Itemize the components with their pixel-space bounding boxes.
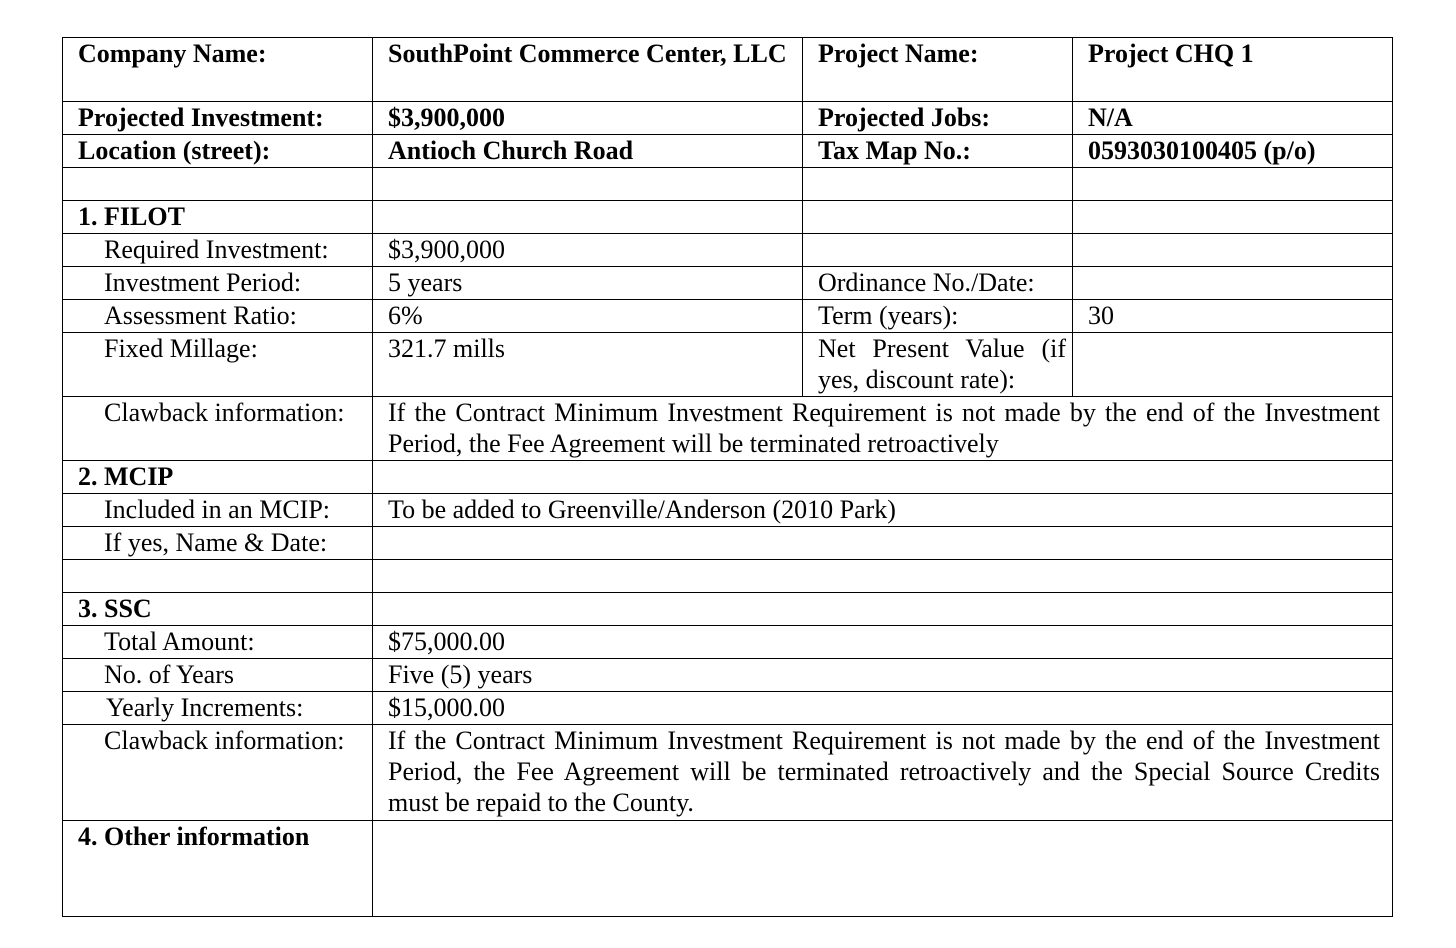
mcip-included-row	[63, 494, 1393, 527]
tax-map-value: 0593030100405 (p/o)	[1073, 135, 1393, 168]
other-info-value	[373, 821, 1393, 917]
mcip-name-date-label: If yes, Name & Date:	[63, 527, 373, 560]
ssc-yearly-row	[63, 692, 1393, 725]
term-value: 30	[1073, 300, 1393, 333]
project-summary-table	[62, 37, 1393, 917]
spacer-row	[63, 168, 1393, 201]
ssc-years-value: Five (5) years	[373, 659, 1393, 692]
ssc-total-label: Total Amount:	[63, 626, 373, 659]
filot-clawback-row	[63, 397, 1393, 461]
projected-investment-value: $3,900,000	[373, 102, 803, 135]
projected-jobs-value: N/A	[1073, 102, 1393, 135]
investment-row	[63, 102, 1393, 135]
empty-cell	[1073, 234, 1393, 267]
location-row	[63, 135, 1393, 168]
empty-cell	[373, 560, 1393, 593]
required-investment-row	[63, 234, 1393, 267]
investment-period-label: Investment Period:	[63, 267, 373, 300]
empty-cell	[1073, 201, 1393, 234]
other-info-heading: 4. Other information	[63, 821, 373, 917]
mcip-included-label: Included in an MCIP:	[63, 494, 373, 527]
ssc-yearly-value: $15,000.00	[373, 692, 1393, 725]
project-name-label: Project Name:	[803, 38, 1073, 102]
mcip-name-date-value	[373, 527, 1393, 560]
company-name-label: Company Name:	[63, 38, 373, 102]
investment-period-row	[63, 267, 1393, 300]
ssc-yearly-label: Yearly Increments:	[63, 692, 373, 725]
net-present-value-label: Net Present Value (if yes, discount rate):	[803, 333, 1073, 397]
empty-cell	[373, 593, 1393, 626]
projected-investment-label: Projected Investment:	[63, 102, 373, 135]
ssc-years-row	[63, 659, 1393, 692]
fixed-millage-label: Fixed Millage:	[63, 333, 373, 397]
ssc-clawback-row	[63, 725, 1393, 821]
assessment-ratio-label: Assessment Ratio:	[63, 300, 373, 333]
fixed-millage-row	[63, 333, 1393, 397]
required-investment-value: $3,900,000	[373, 234, 803, 267]
empty-cell	[803, 168, 1073, 201]
ordinance-value	[1073, 267, 1393, 300]
required-investment-label: Required Investment:	[63, 234, 373, 267]
mcip-included-value: To be added to Greenville/Anderson (2010 Park)	[373, 494, 1393, 527]
ssc-years-label: No. of Years	[63, 659, 373, 692]
filot-heading: 1. FILOT	[63, 201, 373, 234]
mcip-heading-row	[63, 461, 1393, 494]
ssc-total-value: $75,000.00	[373, 626, 1393, 659]
projected-jobs-label: Projected Jobs:	[803, 102, 1073, 135]
net-present-value-value	[1073, 333, 1393, 397]
tax-map-label: Tax Map No.:	[803, 135, 1073, 168]
spacer-row	[63, 560, 1393, 593]
company-name-value: SouthPoint Commerce Center, LLC	[373, 38, 803, 102]
other-info-row	[63, 821, 1393, 917]
ssc-heading-row	[63, 593, 1393, 626]
empty-cell	[63, 560, 373, 593]
assessment-ratio-value: 6%	[373, 300, 803, 333]
filot-clawback-label: Clawback information:	[63, 397, 373, 461]
ssc-total-row	[63, 626, 1393, 659]
empty-cell	[1073, 168, 1393, 201]
empty-cell	[373, 201, 803, 234]
ssc-clawback-value: If the Contract Minimum Investment Requirement is not made by the end of the Investment Period, the Fee Agreement will be terminated retroactively and the Special Source Credits must be repaid to the County.	[373, 725, 1393, 821]
investment-period-value: 5 years	[373, 267, 803, 300]
ssc-clawback-label: Clawback information:	[63, 725, 373, 821]
empty-cell	[373, 461, 1393, 494]
empty-cell	[373, 168, 803, 201]
fixed-millage-value: 321.7 mills	[373, 333, 803, 397]
mcip-name-date-row	[63, 527, 1393, 560]
ssc-heading: 3. SSC	[63, 593, 373, 626]
filot-heading-row	[63, 201, 1393, 234]
filot-clawback-value: If the Contract Minimum Investment Requirement is not made by the end of the Investment Period, the Fee Agreement will be terminated retroactively	[373, 397, 1393, 461]
empty-cell	[63, 168, 373, 201]
project-name-value: Project CHQ 1	[1073, 38, 1393, 102]
assessment-ratio-row	[63, 300, 1393, 333]
location-value: Antioch Church Road	[373, 135, 803, 168]
empty-cell	[803, 201, 1073, 234]
ordinance-label: Ordinance No./Date:	[803, 267, 1073, 300]
company-row	[63, 38, 1393, 102]
mcip-heading: 2. MCIP	[63, 461, 373, 494]
location-label: Location (street):	[63, 135, 373, 168]
term-label: Term (years):	[803, 300, 1073, 333]
empty-cell	[803, 234, 1073, 267]
